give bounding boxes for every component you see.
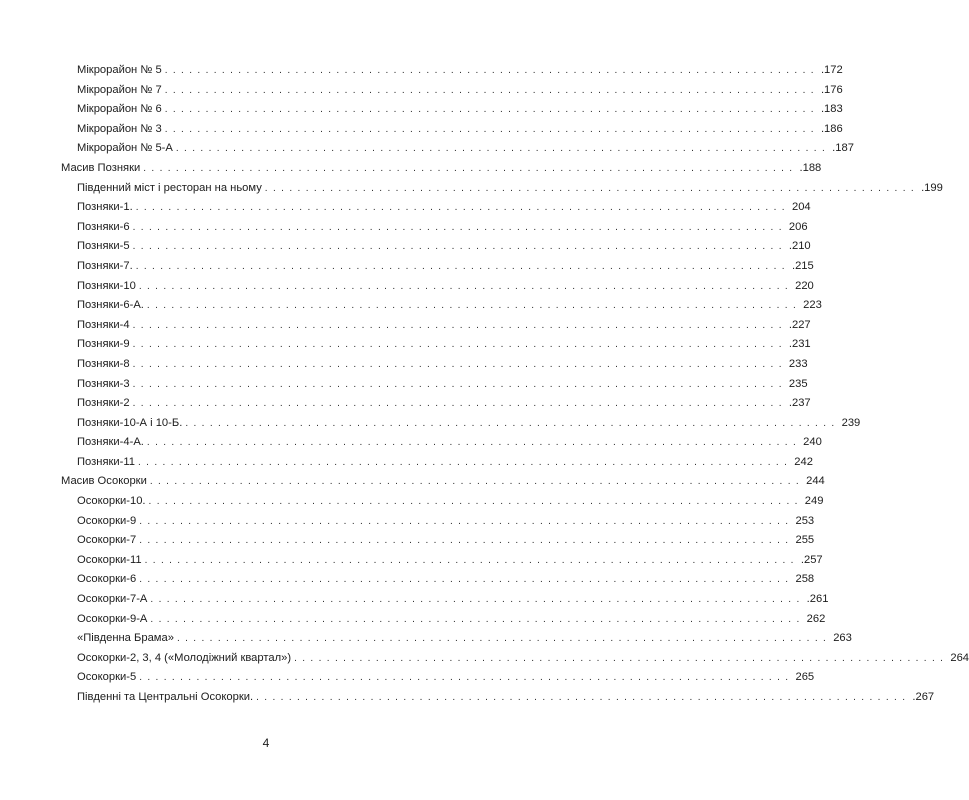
toc-entry-title: Мікрорайон № 7 xyxy=(77,83,162,96)
toc-entry-page: 265 xyxy=(795,671,815,684)
toc-entry-title: Позняки-1. xyxy=(77,201,133,214)
toc-entry-page: .227 xyxy=(788,318,811,331)
dot-leader: ................................................................................ xyxy=(164,104,819,116)
dot-leader: ................................................................................ xyxy=(139,574,794,586)
dot-leader: ................................................................................ xyxy=(175,143,831,155)
toc-entry-page: 240 xyxy=(803,436,822,449)
toc-entry xyxy=(61,688,935,708)
toc-entry xyxy=(61,551,823,571)
toc-entry xyxy=(61,355,808,375)
toc-entry-title: Масив Осокорки xyxy=(61,475,147,488)
dot-leader: ................................................................................ xyxy=(143,162,798,174)
toc-entry-page: 264 xyxy=(950,651,969,664)
toc-entry-page: .210 xyxy=(788,240,811,253)
toc-entry-page: .237 xyxy=(788,397,811,410)
toc-entry-title: Південний міст і ресторан на ньому xyxy=(77,181,262,194)
toc-entry xyxy=(61,453,813,473)
toc-entry xyxy=(61,198,811,218)
dot-leader: ................................................................................ xyxy=(132,378,787,390)
toc-entry xyxy=(61,257,814,277)
toc-entry-title: Мікрорайон № 5 xyxy=(77,64,162,76)
dot-leader: ................................................................................ xyxy=(185,417,840,429)
toc-entry-page: 239 xyxy=(841,416,861,429)
toc-entry-page: 242 xyxy=(794,455,813,468)
toc-entry-page: 263 xyxy=(833,632,852,645)
toc-entry-page: .267 xyxy=(912,691,935,703)
toc-entry-title: Позняки-4 xyxy=(77,318,130,331)
toc-entry-page: 223 xyxy=(803,299,822,312)
toc-entry xyxy=(61,237,811,257)
toc-entry-page: .187 xyxy=(832,142,854,155)
dot-leader: ................................................................................ xyxy=(132,319,787,331)
toc-entry-page: 220 xyxy=(795,279,814,292)
toc-entry xyxy=(61,335,811,355)
dot-leader: ................................................................................ xyxy=(138,280,794,292)
toc-entry-title: Позняки-8 xyxy=(77,357,130,370)
dot-leader: ................................................................................ xyxy=(150,613,805,625)
toc-entry-title: Мікрорайон № 3 xyxy=(77,122,162,135)
toc-section-heading xyxy=(61,472,825,492)
toc-entry xyxy=(61,61,843,81)
dot-leader: ................................................................................ xyxy=(139,515,794,527)
dot-leader: ................................................................................ xyxy=(256,692,911,703)
toc-entry-title: Позняки-5 xyxy=(77,240,130,253)
toc-entry-title: Осокорки-5 xyxy=(77,671,137,684)
dot-leader: ................................................................................ xyxy=(135,260,790,272)
toc-entry-page: 258 xyxy=(795,573,815,586)
toc-entry-page: 255 xyxy=(795,534,815,547)
dot-leader: ................................................................................ xyxy=(164,84,819,96)
dot-leader: ................................................................................ xyxy=(138,456,793,468)
toc-entry-title: Позняки-2 xyxy=(77,397,130,410)
toc-entry-title: Позняки-6-А. xyxy=(77,299,144,312)
toc-entry-title: «Південна Брама» xyxy=(77,632,174,645)
toc-entry xyxy=(61,414,861,434)
toc-entry-page: 253 xyxy=(795,514,815,527)
toc-entry-title: Мікрорайон № 6 xyxy=(77,103,162,116)
toc-entry-title: Позняки-11 xyxy=(77,455,135,468)
toc-entry xyxy=(61,218,808,238)
toc-entry-title: Осокорки-10. xyxy=(77,495,146,508)
toc-entry-page: .257 xyxy=(800,553,823,566)
toc-entry xyxy=(61,277,814,297)
dot-leader: ................................................................................ xyxy=(132,339,787,351)
toc-entry xyxy=(61,570,815,590)
toc-entry-title: Осокорки-7 xyxy=(77,534,137,547)
dot-leader: ................................................................................ xyxy=(176,633,832,645)
toc-entry xyxy=(61,610,826,630)
toc-entry-page: .176 xyxy=(820,83,843,96)
toc-entry-title: Осокорки-2, 3, 4 («Молодіжний квартал») xyxy=(77,651,292,664)
toc-entry xyxy=(61,394,811,414)
toc-entry-title: Південні та Центральні Осокорки. xyxy=(77,691,254,703)
toc-entry xyxy=(61,531,815,551)
dot-leader: ................................................................................ xyxy=(149,476,805,488)
dot-leader: ................................................................................ xyxy=(132,221,787,233)
dot-leader: ................................................................................ xyxy=(139,672,794,684)
toc-entry-page: 233 xyxy=(788,357,808,370)
toc-entry-title: Позняки-10 xyxy=(77,279,136,292)
toc-entry-title: Масив Позняки xyxy=(61,161,141,174)
dot-leader: ................................................................................ xyxy=(146,300,802,312)
toc-section-heading xyxy=(61,159,822,179)
dot-leader: ................................................................................ xyxy=(294,652,949,664)
toc-entry-page: 249 xyxy=(804,495,824,508)
toc-entry-page: .186 xyxy=(820,122,843,135)
toc-entry-page: 244 xyxy=(806,475,825,488)
toc-entry-page: .215 xyxy=(791,259,814,272)
toc-entry-title: Позняки-10-А і 10-Б. xyxy=(77,416,183,429)
dot-leader: ................................................................................ xyxy=(135,202,790,214)
dot-leader: ................................................................................ xyxy=(264,182,920,194)
toc-entry xyxy=(61,629,852,649)
toc-entry xyxy=(61,590,829,610)
toc-entry-title: Осокорки-9-А xyxy=(77,612,148,625)
toc-entry xyxy=(61,179,943,199)
toc-entry-page: .172 xyxy=(820,64,843,76)
table-of-contents xyxy=(61,61,969,708)
dot-leader: ................................................................................ xyxy=(148,496,803,508)
toc-entry xyxy=(61,139,854,159)
toc-entry-title: Позняки-6 xyxy=(77,220,130,233)
page-number: 4 xyxy=(262,736,270,750)
toc-entry xyxy=(61,100,843,120)
dot-leader: ................................................................................ xyxy=(150,594,805,606)
dot-leader: ................................................................................ xyxy=(164,123,819,135)
toc-entry-title: Позняки-9 xyxy=(77,338,130,351)
toc-entry-page: .231 xyxy=(788,338,811,351)
toc-entry xyxy=(61,296,822,316)
toc-entry-title: Позняки-3 xyxy=(77,377,130,390)
toc-entry-page: .188 xyxy=(799,161,822,174)
toc-entry xyxy=(61,316,811,336)
toc-entry xyxy=(61,512,815,532)
toc-entry xyxy=(61,375,808,395)
dot-leader: ................................................................................ xyxy=(139,535,794,547)
toc-entry xyxy=(61,649,969,669)
toc-entry-page: .199 xyxy=(921,181,943,194)
dot-leader: ................................................................................ xyxy=(164,65,819,76)
dot-leader: ................................................................................ xyxy=(132,358,787,370)
toc-entry-page: 262 xyxy=(806,612,826,625)
toc-entry-title: Осокорки-11 xyxy=(77,553,142,566)
toc-entry-page: .183 xyxy=(820,103,843,116)
toc-entry-title: Осокорки-6 xyxy=(77,573,137,586)
dot-leader: ................................................................................ xyxy=(146,437,802,449)
toc-entry xyxy=(61,433,822,453)
toc-entry-page: .261 xyxy=(806,593,829,606)
toc-entry xyxy=(61,492,824,512)
toc-entry-title: Осокорки-9 xyxy=(77,514,137,527)
toc-entry-title: Мікрорайон № 5-А xyxy=(77,142,173,155)
toc-entry-title: Позняки-4-А. xyxy=(77,436,144,449)
dot-leader: ................................................................................ xyxy=(144,554,799,566)
toc-entry-page: 235 xyxy=(788,377,808,390)
toc-entry-title: Осокорки-7-А xyxy=(77,593,148,606)
dot-leader: ................................................................................ xyxy=(132,398,787,410)
toc-entry-page: 204 xyxy=(791,201,811,214)
dot-leader: ................................................................................ xyxy=(132,241,787,253)
toc-entry xyxy=(61,668,815,688)
toc-entry-page: 206 xyxy=(788,220,808,233)
toc-entry xyxy=(61,81,843,101)
toc-entry xyxy=(61,120,843,140)
toc-entry-title: Позняки-7. xyxy=(77,259,133,272)
